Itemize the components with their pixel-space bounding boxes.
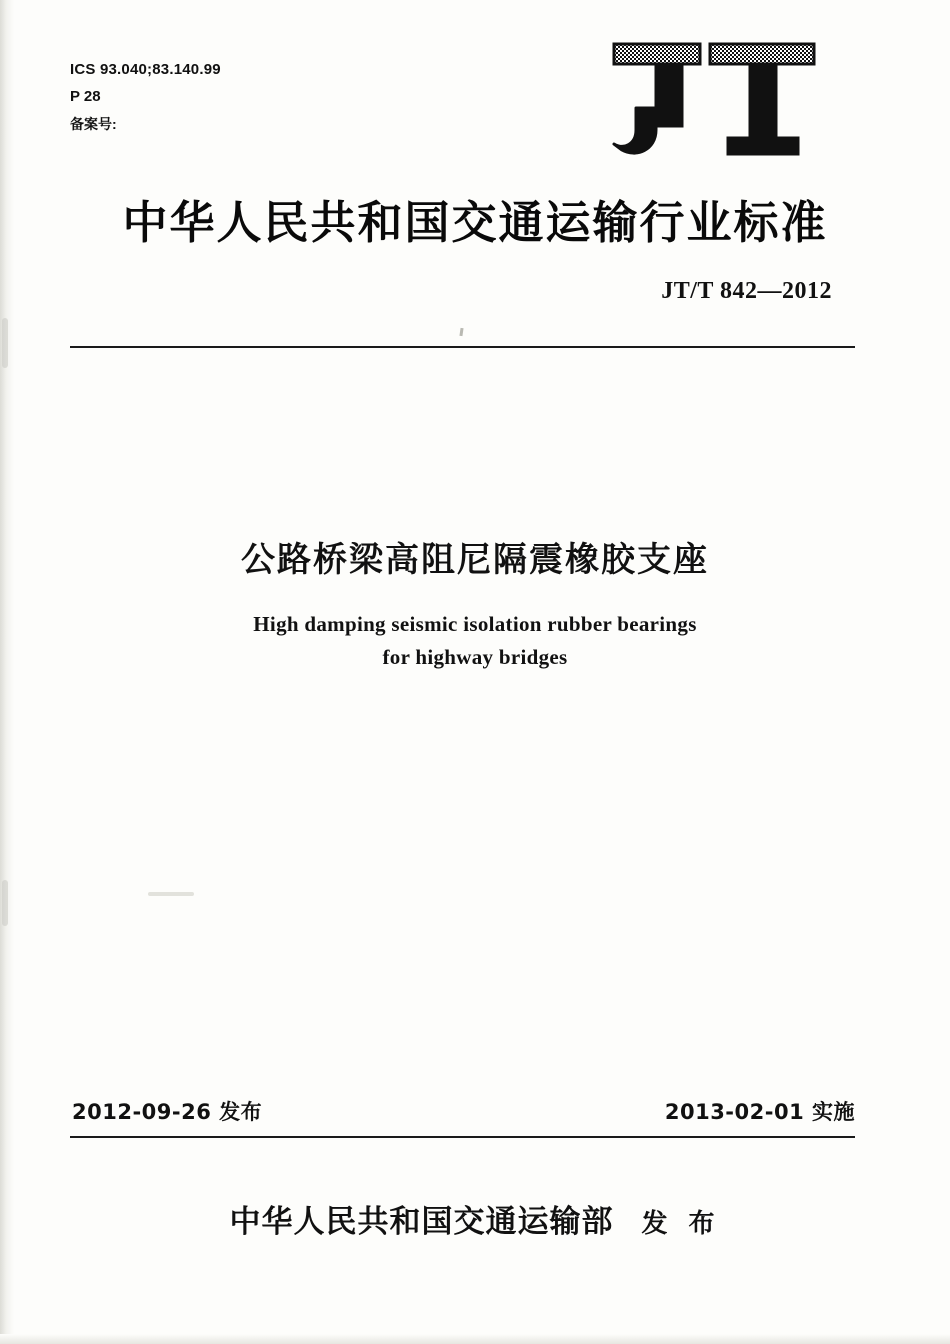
publisher-verb: 发 布 bbox=[641, 1209, 721, 1239]
issue-date: 2012-09-26 发布 bbox=[72, 1100, 263, 1124]
header-codes-block bbox=[70, 58, 221, 135]
jt-logo-icon bbox=[610, 38, 820, 163]
ics-code: ICS 93.040;83.140.99 bbox=[70, 61, 221, 78]
document-title-english bbox=[0, 608, 950, 673]
document-title-english-line1: High damping seismic isolation rubber bearings bbox=[253, 612, 697, 636]
divider-top bbox=[70, 346, 855, 348]
standard-number: JT/T 842—2012 bbox=[661, 278, 832, 304]
scan-edge-shadow-bottom bbox=[0, 1334, 950, 1344]
publisher-name: 中华人民共和国交通运输部 bbox=[229, 1204, 614, 1240]
scan-speck bbox=[459, 328, 463, 336]
document-title-english-line2: for highway bridges bbox=[382, 644, 568, 669]
classification-code: P 28 bbox=[70, 88, 101, 106]
document-title-chinese: 公路桥梁高阻尼隔震橡胶支座 bbox=[241, 540, 709, 580]
standard-series-title: 中华人民共和国交通运输行业标准 bbox=[122, 196, 828, 249]
implementation-date: 2013-02-01 实施 bbox=[664, 1100, 855, 1124]
scan-smudge bbox=[148, 892, 194, 896]
publisher-block bbox=[0, 1196, 950, 1241]
record-number-label: 备案号: bbox=[70, 115, 117, 132]
scan-artifact bbox=[2, 318, 8, 368]
scan-artifact bbox=[2, 880, 8, 926]
divider-bottom bbox=[70, 1136, 855, 1138]
